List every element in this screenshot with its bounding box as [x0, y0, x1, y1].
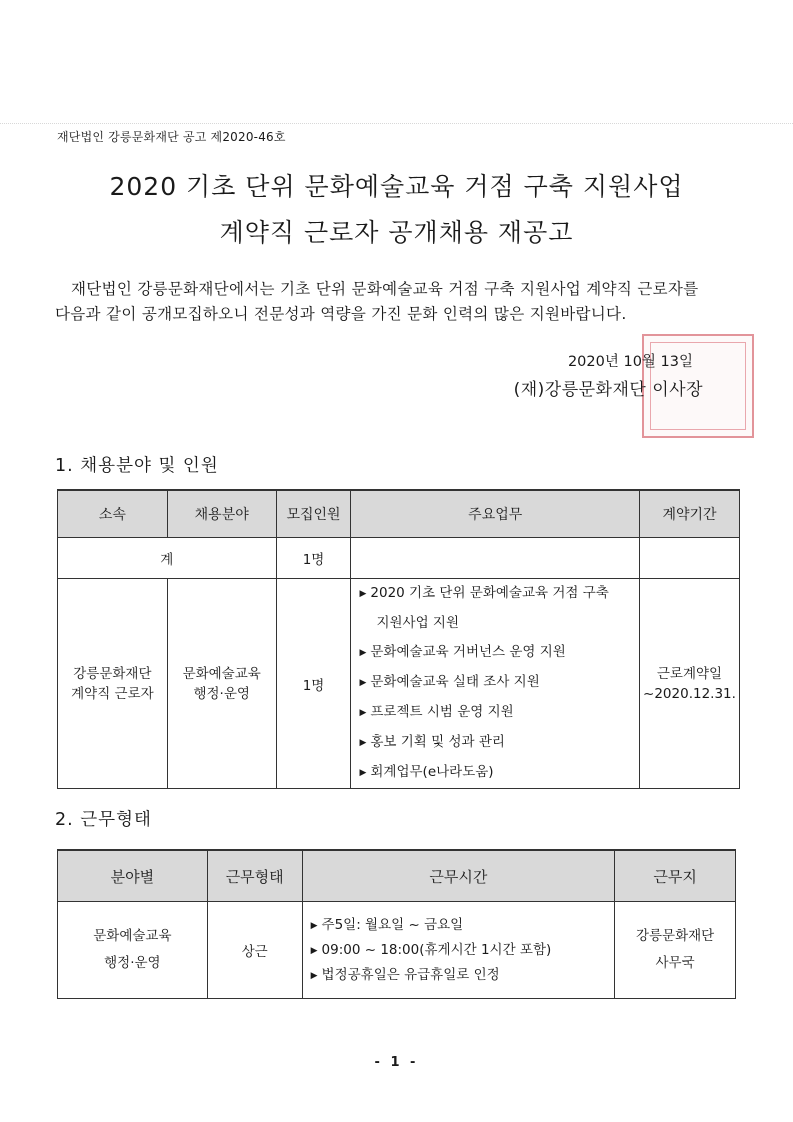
duty-text: 프로젝트 시범 운영 지원	[370, 704, 514, 720]
hours-text: 법정공휴일은 유급휴일로 인정	[321, 966, 500, 983]
triangle-bullet-icon: ▶	[310, 970, 318, 981]
header-field: 채용분야	[167, 490, 276, 538]
header-workplace: 근무지	[615, 850, 736, 902]
total-count: 1명	[276, 538, 351, 579]
hours-item	[311, 913, 615, 938]
intro-line-1: 재단법인 강릉문화재단에서는 기초 단위 문화예술교육 거점 구축 지원사업 계약직 근로자를	[71, 280, 699, 298]
count-cell: 1명	[276, 579, 351, 789]
field-line-1: 문화예술교육	[182, 665, 261, 682]
triangle-bullet-icon: ▶	[310, 920, 318, 931]
title-line-2: 계약직 근로자 공개채용 재공고	[219, 218, 574, 247]
duty-item	[359, 758, 639, 788]
field-cell	[167, 579, 276, 789]
total-label: 계	[58, 538, 277, 579]
duty-item	[359, 698, 639, 728]
hours-text: 주5일: 월요일 ~ 금요일	[321, 916, 464, 933]
work-field-line-2: 행정·운영	[104, 955, 161, 971]
workplace-line-2: 사무국	[655, 955, 695, 971]
workplace-line-1: 강릉문화재단	[635, 928, 715, 944]
header-duties: 주요업무	[351, 490, 640, 538]
affiliation-cell	[58, 579, 168, 789]
workplace-cell	[615, 902, 736, 999]
duty-item	[359, 638, 639, 668]
top-divider	[0, 123, 793, 124]
period-cell	[639, 579, 739, 789]
section-1-heading: 1. 채용분야 및 인원	[55, 456, 219, 476]
table-header-row	[58, 850, 736, 902]
work-field-line-1: 문화예술교육	[93, 928, 172, 944]
page-number: - 1 -	[374, 1055, 419, 1070]
header-period: 계약기간	[639, 490, 739, 538]
section-2-heading: 2. 근무형태	[55, 810, 152, 830]
issuer: (재)강릉문화재단 이사장	[513, 380, 703, 400]
work-field-cell	[58, 902, 208, 999]
header-work-hours: 근무시간	[302, 850, 615, 902]
duty-item	[359, 579, 639, 609]
header-count: 모집인원	[276, 490, 351, 538]
duty-text: 홍보 기획 및 성과 관리	[370, 734, 505, 750]
duty-text: 문화예술교육 실태 조사 지원	[370, 674, 540, 690]
notice-date: 2020년 10월 13일	[567, 354, 693, 370]
total-row	[58, 538, 740, 579]
duty-text: 2020 기초 단위 문화예술교육 거점 구축	[370, 585, 609, 601]
affiliation-line-2: 계약직 근로자	[71, 685, 154, 702]
period-line-1: 근로계약일	[656, 665, 723, 682]
hours-text: 09:00 ~ 18:00(휴게시간 1시간 포함)	[321, 941, 552, 958]
field-line-2: 행정·운영	[193, 685, 250, 702]
notice-number: 재단법인 강릉문화재단 공고 제2020-46호	[57, 130, 286, 144]
title-line-1: 2020 기초 단위 문화예술교육 거점 구축 지원사업	[109, 172, 684, 201]
period-line-2: ~2020.12.31.	[643, 685, 736, 702]
affiliation-line-1: 강릉문화재단	[73, 665, 152, 682]
triangle-bullet-icon: ▶	[359, 708, 367, 718]
table-row	[58, 902, 736, 999]
triangle-bullet-icon: ▶	[359, 589, 367, 599]
triangle-bullet-icon: ▶	[359, 768, 367, 778]
duty-text: 문화예술교육 거버넌스 운영 지원	[370, 644, 566, 660]
work-type-table	[57, 849, 736, 999]
header-affiliation: 소속	[58, 490, 168, 538]
total-period-empty	[639, 538, 739, 579]
header-work-type: 근무형태	[207, 850, 302, 902]
work-type-cell: 상근	[207, 902, 302, 999]
duties-cell	[351, 579, 640, 789]
table-row	[58, 579, 740, 789]
duty-item-continued: 지원사업 지원	[376, 615, 460, 631]
hours-item	[311, 938, 615, 963]
triangle-bullet-icon: ▶	[359, 648, 367, 658]
triangle-bullet-icon: ▶	[359, 738, 367, 748]
total-duties-empty	[351, 538, 640, 579]
table-header-row	[58, 490, 740, 538]
triangle-bullet-icon: ▶	[310, 945, 318, 956]
intro-line-2: 다음과 같이 공개모집하오니 전문성과 역량을 가진 문화 인력의 많은 지원바랍니다.	[55, 305, 627, 323]
header-field: 분야별	[58, 850, 208, 902]
work-hours-cell	[302, 902, 615, 999]
hours-item	[311, 963, 615, 988]
duty-item	[359, 668, 639, 698]
triangle-bullet-icon: ▶	[359, 678, 367, 688]
recruitment-table	[57, 489, 740, 789]
duty-text: 회계업무(e나라도움)	[370, 764, 494, 780]
duty-item	[359, 728, 639, 758]
